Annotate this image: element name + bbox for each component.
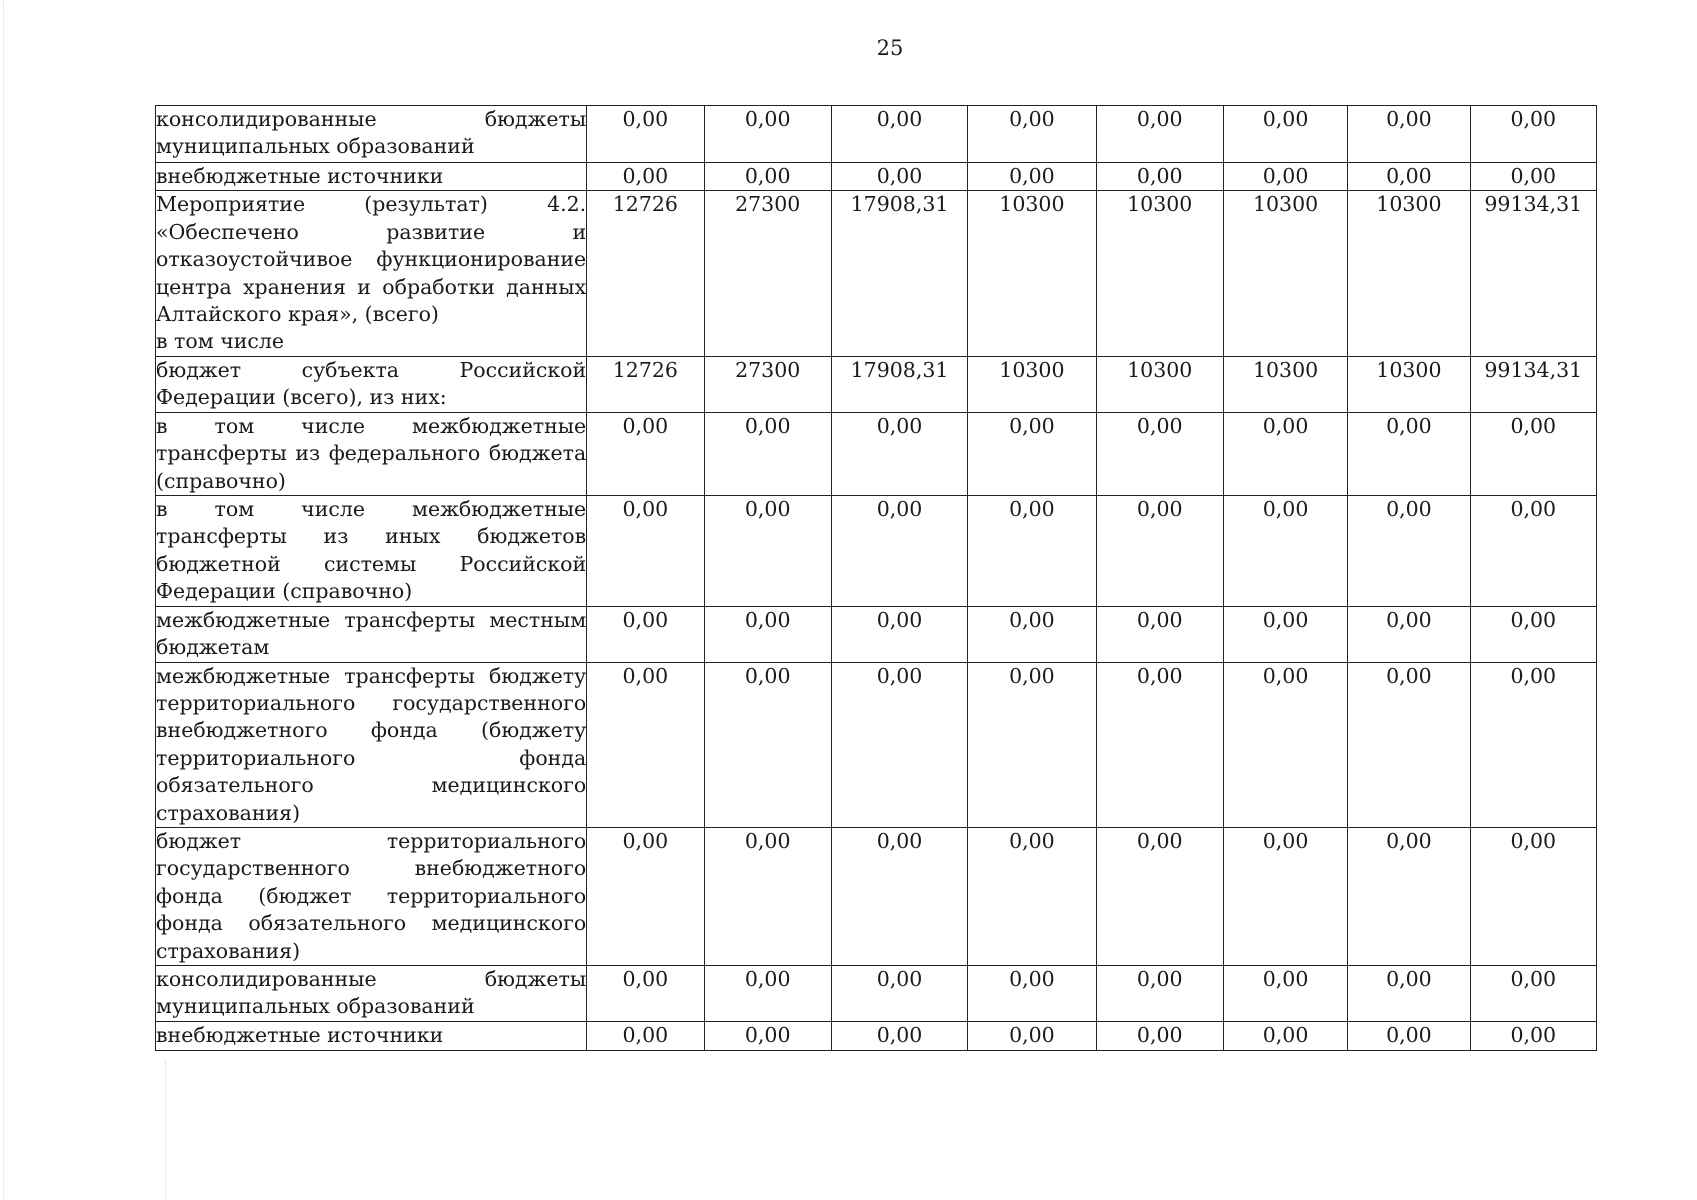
value-cell: 0,00 — [1223, 106, 1347, 163]
value-cell: 0,00 — [1470, 106, 1596, 163]
value-cell: 0,00 — [1348, 106, 1470, 163]
value-cell: 0,00 — [1470, 496, 1596, 607]
value-cell: 0,00 — [1470, 965, 1596, 1021]
row-label: в том числе межбюджетные трансферты из иных бюджетов бюджетной системы Российской Федерации (справочно) — [156, 496, 587, 607]
value-cell: 0,00 — [704, 106, 831, 163]
value-cell: 0,00 — [831, 606, 967, 662]
scan-edge — [165, 1060, 166, 1200]
value-cell: 0,00 — [587, 1021, 704, 1050]
value-cell: 0,00 — [1348, 965, 1470, 1021]
value-cell: 99134,31 — [1470, 191, 1596, 356]
value-cell: 0,00 — [587, 662, 704, 827]
value-cell: 0,00 — [1096, 1021, 1223, 1050]
value-cell: 17908,31 — [831, 356, 967, 412]
value-cell: 10300 — [1348, 356, 1470, 412]
table-row — [156, 106, 1597, 163]
value-cell: 0,00 — [1223, 662, 1347, 827]
table-row — [156, 1021, 1597, 1050]
value-cell: 0,00 — [831, 1021, 967, 1050]
value-cell: 17908,31 — [831, 191, 967, 356]
value-cell: 0,00 — [1470, 1021, 1596, 1050]
value-cell: 0,00 — [587, 496, 704, 607]
value-cell: 0,00 — [831, 965, 967, 1021]
value-cell: 0,00 — [1470, 606, 1596, 662]
value-cell: 12726 — [587, 191, 704, 356]
value-cell: 0,00 — [968, 412, 1096, 495]
value-cell: 27300 — [704, 356, 831, 412]
row-label: консолидированные бюджеты муниципальных образований — [156, 106, 587, 163]
value-cell: 10300 — [968, 191, 1096, 356]
table-row — [156, 662, 1597, 827]
row-label: консолидированные бюджеты муниципальных образований — [156, 965, 587, 1021]
value-cell: 0,00 — [1096, 965, 1223, 1021]
value-cell: 0,00 — [704, 965, 831, 1021]
row-label: бюджет территориального государственного внебюджетного фонда (бюджет территориального фонда обязательного медицинского страхования) — [156, 827, 587, 965]
value-cell: 0,00 — [1348, 827, 1470, 965]
value-cell: 0,00 — [1348, 662, 1470, 827]
table-row — [156, 412, 1597, 495]
table-row — [156, 606, 1597, 662]
value-cell: 0,00 — [1470, 827, 1596, 965]
value-cell: 10300 — [1223, 191, 1347, 356]
value-cell: 0,00 — [704, 662, 831, 827]
value-cell: 0,00 — [587, 412, 704, 495]
scan-edge — [3, 0, 4, 1200]
value-cell: 0,00 — [704, 827, 831, 965]
value-cell: 0,00 — [968, 1021, 1096, 1050]
value-cell: 10300 — [1096, 191, 1223, 356]
table-row — [156, 163, 1597, 191]
value-cell: 0,00 — [1348, 1021, 1470, 1050]
row-label: в том числе межбюджетные трансферты из федерального бюджета (справочно) — [156, 412, 587, 495]
value-cell: 10300 — [1348, 191, 1470, 356]
table-row — [156, 827, 1597, 965]
value-cell: 10300 — [968, 356, 1096, 412]
value-cell: 0,00 — [704, 163, 831, 191]
table-row — [156, 191, 1597, 356]
value-cell: 27300 — [704, 191, 831, 356]
value-cell: 0,00 — [1223, 606, 1347, 662]
value-cell: 0,00 — [587, 965, 704, 1021]
value-cell: 0,00 — [704, 606, 831, 662]
value-cell: 0,00 — [831, 412, 967, 495]
table-row — [156, 965, 1597, 1021]
value-cell: 0,00 — [968, 496, 1096, 607]
value-cell: 0,00 — [1096, 106, 1223, 163]
value-cell: 0,00 — [587, 827, 704, 965]
value-cell: 0,00 — [968, 827, 1096, 965]
value-cell: 0,00 — [1348, 606, 1470, 662]
value-cell: 0,00 — [968, 163, 1096, 191]
value-cell: 0,00 — [1096, 412, 1223, 495]
row-label: межбюджетные трансферты бюджету территориального государственного внебюджетного фонда (бюджету территориального фонда обязательного медицинского страхования) — [156, 662, 587, 827]
row-label: внебюджетные источники — [156, 163, 587, 191]
value-cell: 0,00 — [831, 106, 967, 163]
value-cell: 0,00 — [1096, 662, 1223, 827]
value-cell: 0,00 — [704, 412, 831, 495]
value-cell: 0,00 — [587, 163, 704, 191]
value-cell: 0,00 — [1223, 965, 1347, 1021]
value-cell: 0,00 — [704, 1021, 831, 1050]
value-cell: 0,00 — [968, 606, 1096, 662]
row-label: Мероприятие (результат) 4.2. «Обеспечено развитие и отказоустойчивое функционирование центра хранения и обработки данных Алтайского края», (всего) в том числе — [156, 191, 587, 356]
value-cell: 0,00 — [1348, 412, 1470, 495]
value-cell: 0,00 — [1223, 1021, 1347, 1050]
row-label: межбюджетные трансферты местным бюджетам — [156, 606, 587, 662]
budget-table — [155, 105, 1597, 1051]
value-cell: 0,00 — [1223, 827, 1347, 965]
row-label: внебюджетные источники — [156, 1021, 587, 1050]
value-cell: 0,00 — [1223, 496, 1347, 607]
value-cell: 0,00 — [1096, 827, 1223, 965]
value-cell: 0,00 — [1470, 412, 1596, 495]
value-cell: 10300 — [1223, 356, 1347, 412]
value-cell: 0,00 — [831, 827, 967, 965]
value-cell: 0,00 — [968, 965, 1096, 1021]
value-cell: 0,00 — [831, 496, 967, 607]
value-cell: 0,00 — [1470, 163, 1596, 191]
row-label: бюджет субъекта Российской Федерации (всего), из них: — [156, 356, 587, 412]
value-cell: 0,00 — [1348, 496, 1470, 607]
value-cell: 0,00 — [587, 606, 704, 662]
value-cell: 0,00 — [704, 496, 831, 607]
value-cell: 0,00 — [587, 106, 704, 163]
value-cell: 0,00 — [831, 662, 967, 827]
value-cell: 0,00 — [1096, 163, 1223, 191]
value-cell: 0,00 — [1096, 496, 1223, 607]
value-cell: 10300 — [1096, 356, 1223, 412]
value-cell: 0,00 — [1223, 163, 1347, 191]
value-cell: 12726 — [587, 356, 704, 412]
value-cell: 0,00 — [968, 662, 1096, 827]
value-cell: 99134,31 — [1470, 356, 1596, 412]
value-cell: 0,00 — [1470, 662, 1596, 827]
value-cell: 0,00 — [968, 106, 1096, 163]
page-number: 25 — [876, 36, 904, 60]
value-cell: 0,00 — [1348, 163, 1470, 191]
value-cell: 0,00 — [1223, 412, 1347, 495]
table-row — [156, 356, 1597, 412]
value-cell: 0,00 — [1096, 606, 1223, 662]
table-row — [156, 496, 1597, 607]
value-cell: 0,00 — [831, 163, 967, 191]
